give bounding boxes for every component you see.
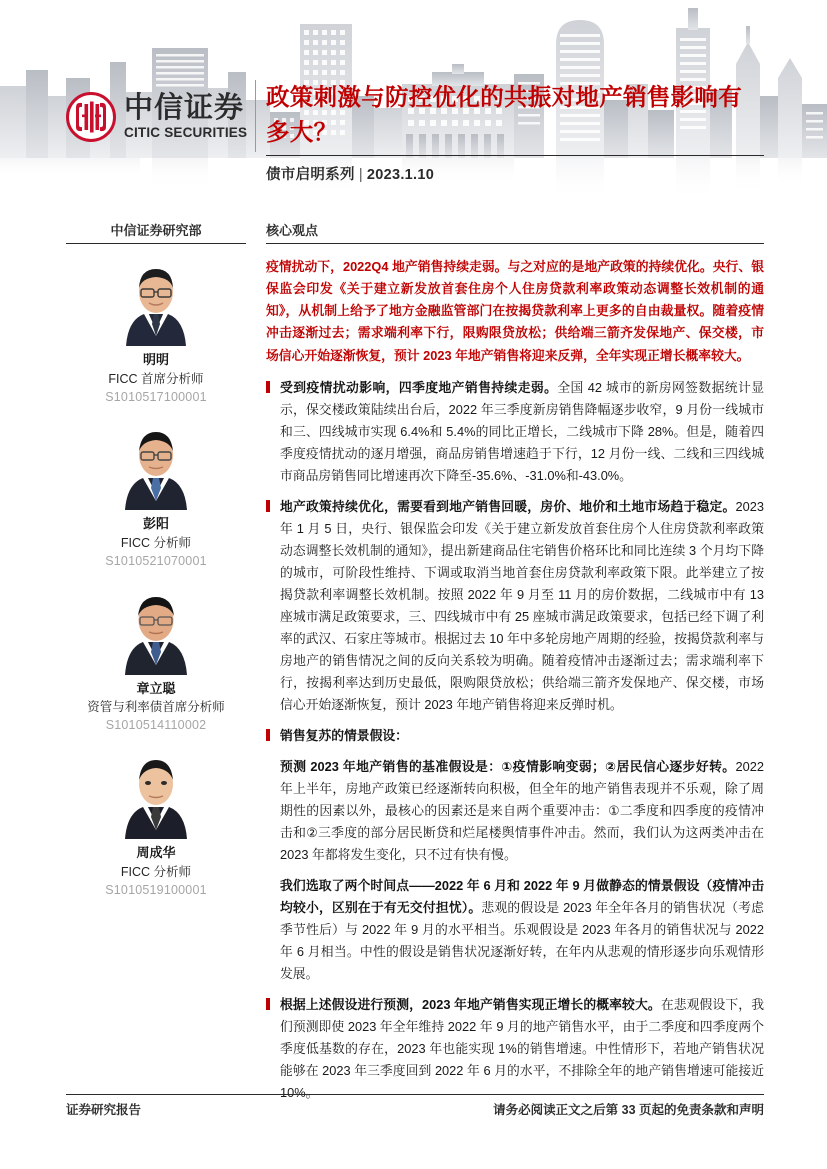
analyst-role: 资管与利率债首席分析师 (87, 700, 225, 715)
analyst-card (66, 258, 246, 406)
red-bullet-icon (266, 381, 270, 393)
core-view-underline (266, 243, 764, 244)
sub-paragraph-bold-lead: 我们选取了两个时间点——2022 年 6 月和 2022 年 9 月做静态的情景假设（疫情冲击均较小，区别在于有无交付担忧）。 (280, 877, 764, 915)
bullet-bold-lead: 根据上述假设进行预测，2023 年地产销售实现正增长的概率较大。 (280, 996, 661, 1012)
sub-paragraph-body: 2022 年上半年，房地产政策已经逐渐转向积极，但全年的地产销售表现并不乐观，除了周期性的因素以外，最核心的因素还是来自两个重要冲击：①二季度和四季度的疫情冲击和②三季度的部分居民断贷和烂尾楼舆情事件冲击。然而，我们认为这两类冲击在 2023 年都将发生变化，只不过有快有慢。 (280, 758, 764, 862)
series-and-date (266, 163, 764, 184)
bullet-bold-lead: 地产政策持续优化，需要看到地产销售回暖，房价、地价和土地市场趋于稳定。 (280, 498, 736, 514)
bullet-paragraph (280, 496, 764, 716)
footer-disclaimer-notice: 请务必阅读正文之后第 33 页起的免责条款和声明 (493, 1103, 764, 1117)
sub-paragraph (266, 756, 764, 866)
sub-paragraph-text (280, 875, 764, 985)
header-vertical-divider (255, 80, 256, 152)
brand-name-en: CITIC SECURITIES (124, 125, 248, 141)
series-separator: | (358, 166, 363, 183)
bullet-item (266, 496, 764, 716)
page-footer (66, 1100, 764, 1118)
bullet-item (266, 725, 764, 747)
analyst-name: 章立聪 (136, 680, 176, 696)
analyst-card (66, 587, 246, 735)
sub-paragraph-text (280, 756, 764, 866)
analyst-name: 彭阳 (142, 516, 169, 532)
analyst-portrait (112, 587, 200, 675)
analyst-role: FICC 分析师 (120, 535, 192, 550)
analyst-portrait (112, 751, 200, 839)
title-block (266, 80, 764, 184)
sub-paragraph (266, 875, 764, 985)
sub-paragraph-body: 悲观的假设是 2023 年全年各月的销售状况（考虑季节性后）与 2022 年 9 月的水平相当。乐观假设是 2023 年各月的销售状况与 2022 年 6 月相当。中性的假设是销售状况逐渐好转，在年内从悲观的情形逐步向乐观情形发展。 (280, 899, 764, 981)
analyst-name: 周成华 (136, 845, 176, 861)
bullet-item (266, 377, 764, 487)
analyst-license-id: S1010517100001 (105, 389, 207, 404)
report-date: 2023.1.10 (366, 166, 435, 183)
red-bullet-icon (266, 729, 270, 741)
series-label: 债市启明系列 (266, 166, 355, 183)
bullet-paragraph (280, 725, 764, 747)
footer-divider (66, 1094, 764, 1095)
analyst-portrait (112, 258, 200, 346)
red-bullet-icon (266, 500, 270, 512)
bullet-bold-lead: 销售复苏的情景假设： (280, 727, 408, 743)
brand-name-cn: 中信证券 (124, 92, 245, 125)
bullet-item (266, 994, 764, 1104)
bullet-bold-lead: 受到疫情扰动影响，四季度地产销售持续走弱。 (280, 379, 558, 395)
bullet-paragraph (280, 377, 764, 487)
page-header (0, 0, 827, 215)
analyst-license-id: S1010514110002 (105, 718, 207, 733)
analyst-list (66, 258, 246, 916)
analyst-license-id: S1010521070001 (105, 554, 207, 568)
bullet-body: 2023 年 1 月 5 日，央行、银保监会印发《关于建立新发放首套住房个人住房贷款利率政策动态调整长效机制的通知》，提出新建商品住宅销售价格环比和同比连续 3 个月均下降的城市，可阶段性维持、下调或取消当地首套住房贷款利率政策下限。此举建立了按揭贷款利率调整长效机制。按照 2022 年 9 月至 11 月的房价数据，二线城市中有 13 座城市满足政策要求，三、四线城市中有 25 座城市满足政策要求，包括已经下调了利率的武汉、石家庄等城市。根据过去 10 年中多轮房地产周期的经验，按揭贷款利率与房地产的销售情况之间的反向关系较为明确。随着疫情冲击逐渐过去；需求端利率下行，按揭利率达到历史最低，限购限贷放松；供给端三箭齐发保地产、保交楼，市场信心开始逐渐恢复，预计 2023 年地产销售将迎来反弹时机。 (280, 498, 764, 712)
sub-paragraph-bold-lead: 预测 2023 年地产销售的基准假设是：①疫情影响变弱；②居民信心逐步好转。 (280, 758, 736, 774)
analyst-role: FICC 分析师 (120, 864, 192, 879)
brand-lockup (66, 92, 247, 142)
bullet-body: 在悲观假设下，我们预测即使 2023 年全年维持 2022 年 9 月的地产销售水平，由于二季度和四季度两个季度低基数的存在，2023 年也能实现 1%的销售增速。中性情形下，若地产销售状况能够在 2023 年三季度回到 2022 年 6 月的水平，不排除全年的地产销售增速可能接近 10%。 (280, 996, 765, 1100)
core-view-content (266, 256, 764, 1113)
core-view-heading: 核心观点 (266, 223, 319, 238)
bullet-body: 全国 42 城市的新房网签数据统计显示，保交楼政策陆续出台后，2022 年三季度新房销售降幅逐步收窄，9 月份一线城市和三、四线城市实现 6.4%和 5.4%的同比正增长，二线城市下降 28%。但是，随着四季度疫情扰动的逐月增强，商品房销售增速趋于下行，12 月份一线、二线和三四线城市商品房销售同比增速再次下降至-35.6%、-31.0%和-43.0%。 (280, 379, 764, 483)
core-view-lead-paragraph: 疫情扰动下，2022Q4 地产销售持续走弱。与之对应的是地产政策的持续优化。央行、银保监会印发《关于建立新发放首套住房个人住房贷款利率政策动态调整长效机制的通知》，从机制上给予了地方金融监管部门在按揭贷款利率上更多的自由裁量权。随着疫情冲击逐渐过去；需求端利率下行，限购限贷放松；供给端三箭齐发保地产、保交楼，市场信心开始逐渐恢复，预计 2023 年地产销售将迎来反弹，全年实现正增长概率较大。 (266, 259, 764, 363)
page-title: 政策刺激与防控优化的共振对地产销售影响有多大？ (266, 84, 742, 145)
red-bullet-icon (266, 998, 270, 1010)
research-dept-heading: 中信证券研究部 (110, 223, 202, 238)
analyst-license-id: S1010519100001 (105, 882, 207, 897)
analyst-card (66, 422, 246, 570)
analyst-role: FICC 首席分析师 (108, 371, 204, 386)
bullet-paragraph (280, 994, 764, 1104)
citic-logo-icon (66, 92, 116, 142)
analyst-portrait (112, 422, 200, 510)
analyst-name: 明明 (142, 352, 169, 367)
footer-left-label: 证券研究报告 (66, 1103, 142, 1117)
title-underline (266, 155, 764, 156)
analyst-card (66, 751, 246, 899)
research-dept-underline (66, 243, 246, 244)
